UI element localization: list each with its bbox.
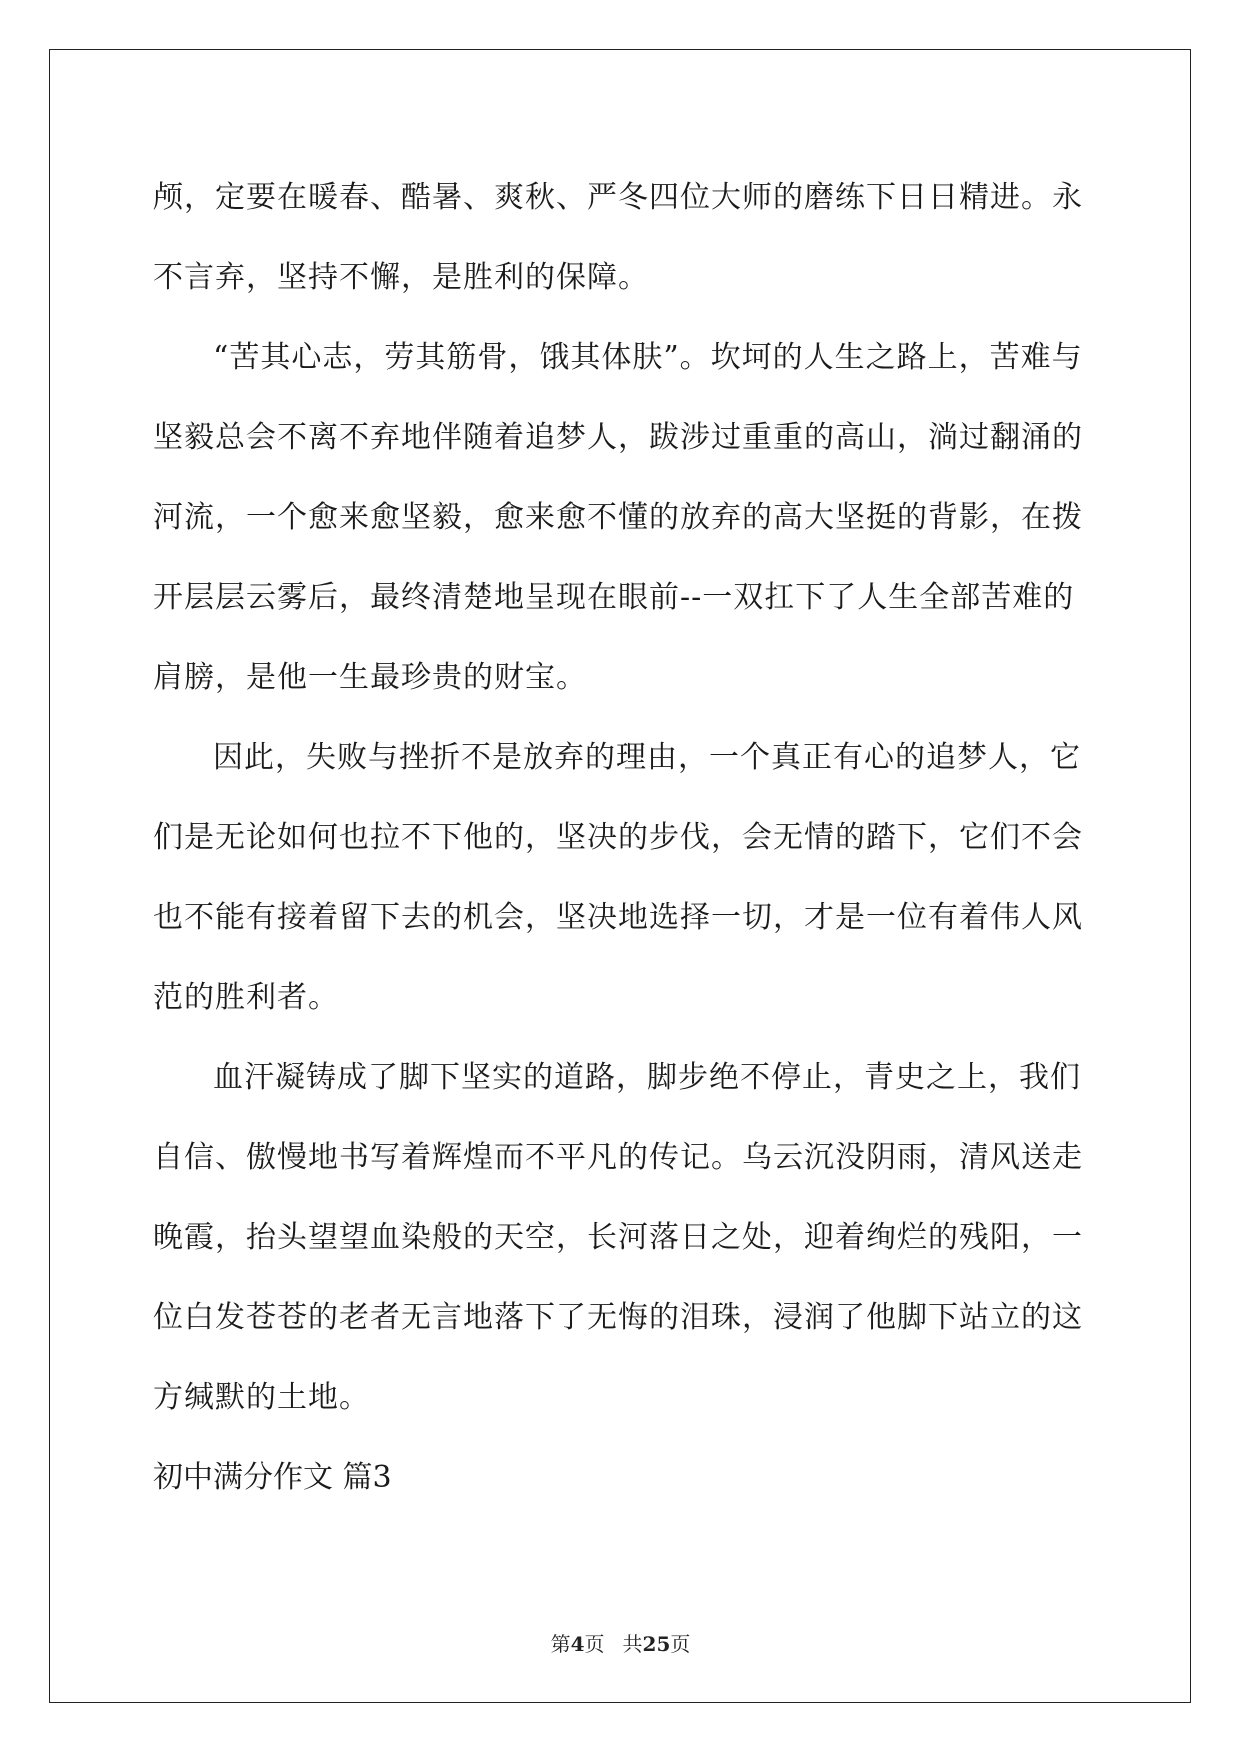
document-body [153, 158, 1093, 1518]
page-footer [0, 1628, 1241, 1657]
total-prefix: 共 [622, 1632, 643, 1656]
text-line: 位白发苍苍的老者无言地落下了无悔的泪珠，浸润了他脚下站立的这 [153, 1300, 1083, 1335]
text-line: 肩膀，是他一生最珍贵的财宝。 [153, 660, 587, 695]
page-number: 4 [570, 1632, 585, 1656]
text-line: 不言弃，坚持不懈，是胜利的保障。 [153, 260, 649, 295]
paragraph-2 [153, 318, 1093, 718]
text-line: 血汗凝铸成了脚下坚实的道路，脚步绝不停止，青史之上，我们 [213, 1060, 1081, 1095]
text-line: 也不能有接着留下去的机会，坚决地选择一切，才是一位有着伟人风 [153, 900, 1083, 935]
text-line: 颅，定要在暖春、酷暑、爽秋、严冬四位大师的磨练下日日精进。永 [153, 180, 1083, 215]
text-line: 晚霞，抬头望望血染般的天空，长河落日之处，迎着绚烂的残阳，一 [153, 1220, 1083, 1255]
text-line: 范的胜利者。 [153, 980, 339, 1015]
text-line: 自信、傲慢地书写着辉煌而不平凡的传记。乌云沉没阴雨，清风送走 [153, 1140, 1083, 1175]
section-heading: 初中满分作文 篇3 [153, 1460, 392, 1495]
paragraph-1 [153, 158, 1093, 318]
text-line: 河流，一个愈来愈坚毅，愈来愈不懂的放弃的高大坚挺的背影，在拨 [153, 500, 1083, 535]
text-line: “苦其心志，劳其筋骨，饿其体肤”。坎坷的人生之路上，苦难与 [213, 340, 1083, 375]
page-suffix: 页 [584, 1632, 605, 1656]
paragraph-4 [153, 1038, 1093, 1438]
text-line: 坚毅总会不离不弃地伴随着追梦人，跋涉过重重的高山，淌过翻涌的 [153, 420, 1083, 455]
total-pages: 25 [642, 1632, 671, 1656]
text-line: 们是无论如何也拉不下他的，坚决的步伐，会无情的踏下，它们不会 [153, 820, 1083, 855]
text-line: 方缄默的土地。 [153, 1380, 370, 1415]
text-line: 因此，失败与挫折不是放弃的理由，一个真正有心的追梦人，它 [213, 740, 1081, 775]
page-prefix: 第 [550, 1632, 571, 1656]
total-suffix: 页 [670, 1632, 691, 1656]
text-line: 开层层云雾后，最终清楚地呈现在眼前--一双扛下了人生全部苦难的 [153, 580, 1075, 615]
paragraph-3 [153, 718, 1093, 1038]
